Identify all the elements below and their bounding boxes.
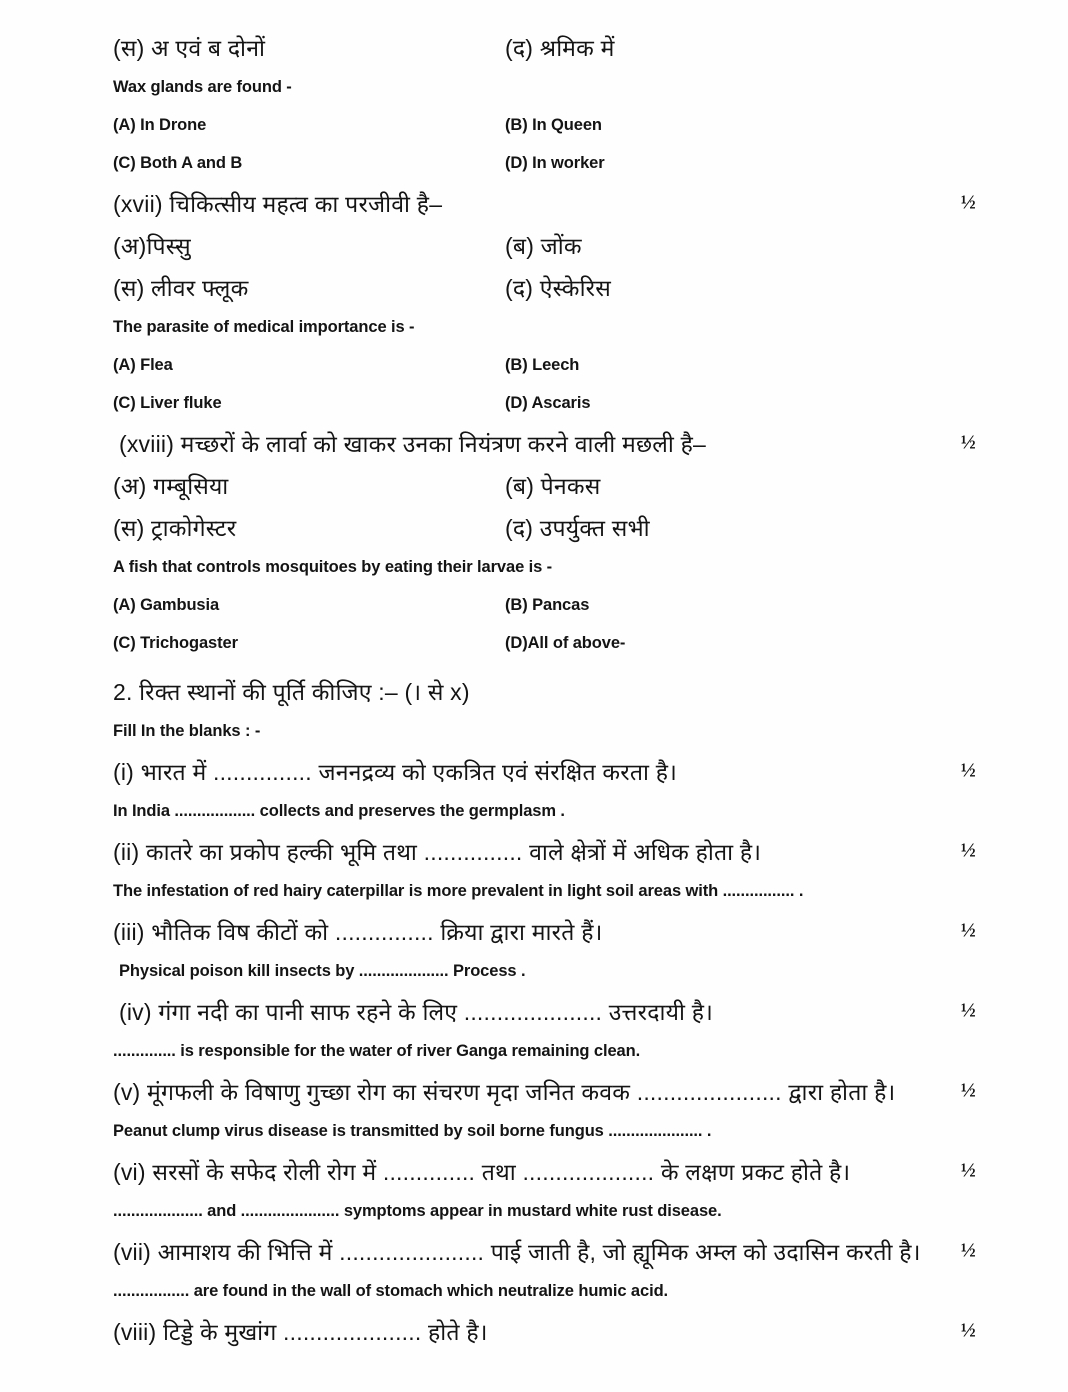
fill-blank-question-line <box>113 1230 1048 1272</box>
option-left: (A) Flea <box>113 355 173 374</box>
question-english-translation <box>113 1192 1048 1230</box>
mcq-option-pair-row <box>113 144 1048 182</box>
mcq-option-pair-row <box>113 224 1048 266</box>
mcq-option-pair-row <box>113 586 1048 624</box>
marks-badge: ½ <box>960 759 976 782</box>
marks-badge: ½ <box>960 999 976 1022</box>
option-left: (अ) गम्बूसिया <box>113 473 229 499</box>
fill-blank-question-line <box>113 990 1048 1032</box>
section-heading-text: 2. रिक्त स्थानों की पूर्ति कीजिए :– (। से x) <box>113 679 470 705</box>
fill-blank-question-line <box>113 830 1048 872</box>
mcq-option-pair-row <box>113 106 1048 144</box>
mcq-option-pair-row <box>113 464 1048 506</box>
marks-badge: ½ <box>960 919 976 942</box>
mcq-option-pair-row <box>113 384 1048 422</box>
mcq-option-pair-row <box>113 26 1048 68</box>
option-right: (B) In Queen <box>505 115 602 134</box>
mcq-question-line <box>113 422 1048 464</box>
question-english-translation <box>113 308 1048 346</box>
question-text: (viii) टिड्डे के मुखांग ..................... होते है। <box>113 1319 488 1345</box>
option-right: (B) Leech <box>505 355 580 374</box>
question-english-translation <box>113 548 1048 586</box>
question-text: (xviii) मच्छरों के लार्वा को खाकर उनका नियंत्रण करने वाली मछली है– <box>119 431 707 457</box>
marks-badge: ½ <box>960 1159 976 1182</box>
question-text: Wax glands are found - <box>113 77 292 96</box>
section-heading <box>113 670 1048 712</box>
marks-badge: ½ <box>960 1319 976 1342</box>
option-right: (D) Ascaris <box>505 393 591 412</box>
question-text: .................... and ...................... symptoms appear in mustard white rust disease. <box>113 1201 722 1220</box>
question-english-translation <box>113 68 1048 106</box>
question-text: (vi) सरसों के सफेद रोली रोग में .............. तथा .................... के लक्षण प्रकट होते है। <box>113 1159 851 1185</box>
fill-blank-question-line <box>113 910 1048 952</box>
question-text: (v) मूंगफली के विषाणु गुच्छा रोग का संचरण मृदा जनित कवक ...................... द्वारा होता है। <box>113 1079 896 1105</box>
option-right: (ब) पेनकस <box>505 473 601 499</box>
option-right: (ब) जोंक <box>505 233 582 259</box>
option-right: (B) Pancas <box>505 595 590 614</box>
section-heading-text: Fill In the blanks : - <box>113 721 261 740</box>
question-text: .............. is responsible for the water of river Ganga remaining clean. <box>113 1041 641 1060</box>
question-text: Physical poison kill insects by .................... Process . <box>119 961 526 980</box>
mcq-option-pair-row <box>113 346 1048 384</box>
question-english-translation <box>113 1112 1048 1150</box>
question-english-translation <box>113 872 1048 910</box>
question-english-translation <box>113 792 1048 830</box>
fill-blank-question-line <box>113 1310 1048 1352</box>
question-english-translation <box>113 952 1048 990</box>
question-text: (iv) गंगा नदी का पानी साफ रहने के लिए ..................... उत्तरदायी है। <box>119 999 714 1025</box>
question-text: ................. are found in the wall of stomach which neutralize humic acid. <box>113 1281 669 1300</box>
option-left: (स) लीवर फ्लूक <box>113 275 249 301</box>
option-left: (C) Trichogaster <box>113 633 238 652</box>
section-heading-english <box>113 712 1048 750</box>
question-text: The parasite of medical importance is - <box>113 317 415 336</box>
question-text: (vii) आमाशय की भित्ति में ...................... पाई जाती है, जो ह्यूमिक अम्ल को उदासिन करती है। <box>113 1239 921 1265</box>
question-text: The infestation of red hairy caterpillar is more prevalent in light soil areas with ................ . <box>113 881 804 900</box>
question-text: (ii) कातरे का प्रकोप हल्की भूमि तथा ............... वाले क्षेत्रों में अधिक होता है। <box>113 839 762 865</box>
question-text: (xvii) चिकित्सीय महत्व का परजीवी है– <box>113 191 443 217</box>
marks-badge: ½ <box>960 191 976 214</box>
option-left: (A) In Drone <box>113 115 207 134</box>
question-english-translation <box>113 1272 1048 1310</box>
mcq-question-line <box>113 182 1048 224</box>
question-text: A fish that controls mosquitoes by eating their larvae is - <box>113 557 553 576</box>
fill-blank-question-line <box>113 1150 1048 1192</box>
option-left: (C) Liver fluke <box>113 393 222 412</box>
option-left: (अ)पिस्सु <box>113 233 191 259</box>
option-left: (स) अ एवं ब दोनों <box>113 35 266 61</box>
marks-badge: ½ <box>960 1239 976 1262</box>
question-english-translation <box>113 1032 1048 1070</box>
fill-blank-question-line <box>113 750 1048 792</box>
option-left: (A) Gambusia <box>113 595 220 614</box>
question-text: (iii) भौतिक विष कीटों को ............... क्रिया द्वारा मारते हैं। <box>113 919 603 945</box>
marks-badge: ½ <box>960 1079 976 1102</box>
question-text: (i) भारत में ............... जननद्रव्य को एकत्रित एवं संरक्षित करता है। <box>113 759 678 785</box>
option-left: (C) Both A and B <box>113 153 243 172</box>
mcq-option-pair-row <box>113 624 1048 662</box>
marks-badge: ½ <box>960 431 976 454</box>
option-right: (द) ऐस्केरिस <box>505 275 611 301</box>
question-text: Peanut clump virus disease is transmitted by soil borne fungus ..................... . <box>113 1121 712 1140</box>
mcq-option-pair-row <box>113 266 1048 308</box>
mcq-option-pair-row <box>113 506 1048 548</box>
fill-blank-question-line <box>113 1070 1048 1112</box>
option-left: (स) ट्राकोगेस्टर <box>113 515 237 541</box>
option-right: (D) In worker <box>505 153 605 172</box>
question-text: In India .................. collects and preserves the germplasm . <box>113 801 565 820</box>
option-right: (D)All of above- <box>505 633 626 652</box>
option-right: (द) श्रमिक में <box>505 35 615 61</box>
marks-badge: ½ <box>960 839 976 862</box>
option-right: (द) उपर्युक्त सभी <box>505 515 650 541</box>
